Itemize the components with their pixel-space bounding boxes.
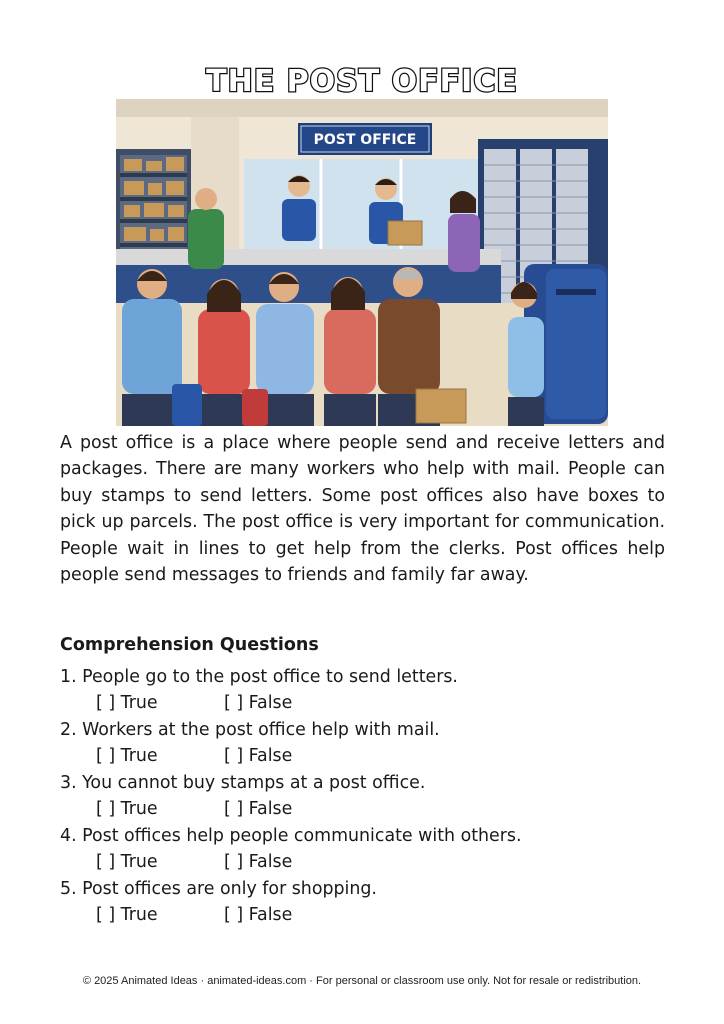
true-checkbox[interactable]: [ ] True [96, 746, 158, 767]
answer-choices [60, 743, 680, 769]
true-checkbox[interactable]: [ ] True [96, 693, 158, 714]
question-text: 1. People go to the post office to send letters. [60, 667, 458, 687]
answer-choices [60, 796, 680, 822]
question-item [60, 717, 680, 770]
true-checkbox[interactable]: [ ] True [96, 799, 158, 820]
question-list [60, 664, 680, 929]
questions-heading: Comprehension Questions [60, 635, 319, 655]
post-office-illustration [116, 99, 608, 426]
answer-choices [60, 902, 680, 928]
post-office-sign [298, 123, 432, 155]
question-text: 3. You cannot buy stamps at a post office. [60, 773, 426, 793]
mailboxes [508, 264, 608, 426]
sign-text: POST OFFICE [313, 132, 417, 148]
false-checkbox[interactable]: [ ] False [224, 852, 293, 873]
question-text: 5. Post offices are only for shopping. [60, 879, 377, 899]
question-item [60, 823, 680, 876]
question-item [60, 770, 680, 823]
true-checkbox[interactable]: [ ] True [96, 905, 158, 926]
answer-choices [60, 690, 680, 716]
question-text: 4. Post offices help people communicate with others. [60, 826, 522, 846]
false-checkbox[interactable]: [ ] False [224, 693, 293, 714]
page-title: THE POST OFFICE [206, 64, 518, 100]
copyright-footer: © 2025 Animated Ideas · animated-ideas.com · For personal or classroom use only. Not for resale or redistribution. [82, 975, 642, 987]
false-checkbox[interactable]: [ ] False [224, 905, 293, 926]
true-checkbox[interactable]: [ ] True [96, 852, 158, 873]
question-item [60, 876, 680, 929]
false-checkbox[interactable]: [ ] False [224, 746, 293, 767]
answer-choices [60, 849, 680, 875]
false-checkbox[interactable]: [ ] False [224, 799, 293, 820]
question-text: 2. Workers at the post office help with mail. [60, 720, 440, 740]
question-item [60, 664, 680, 717]
reading-passage: A post office is a place where people send and receive letters and packages. There are many workers who help with mail. People can buy stamps to send letters. Some post offices also have boxes to pick up parcels. The post office is very important for communication. People wait in lines to get help from the clerks. Post offices help people send messages to friends and family far away. [60, 433, 665, 586]
